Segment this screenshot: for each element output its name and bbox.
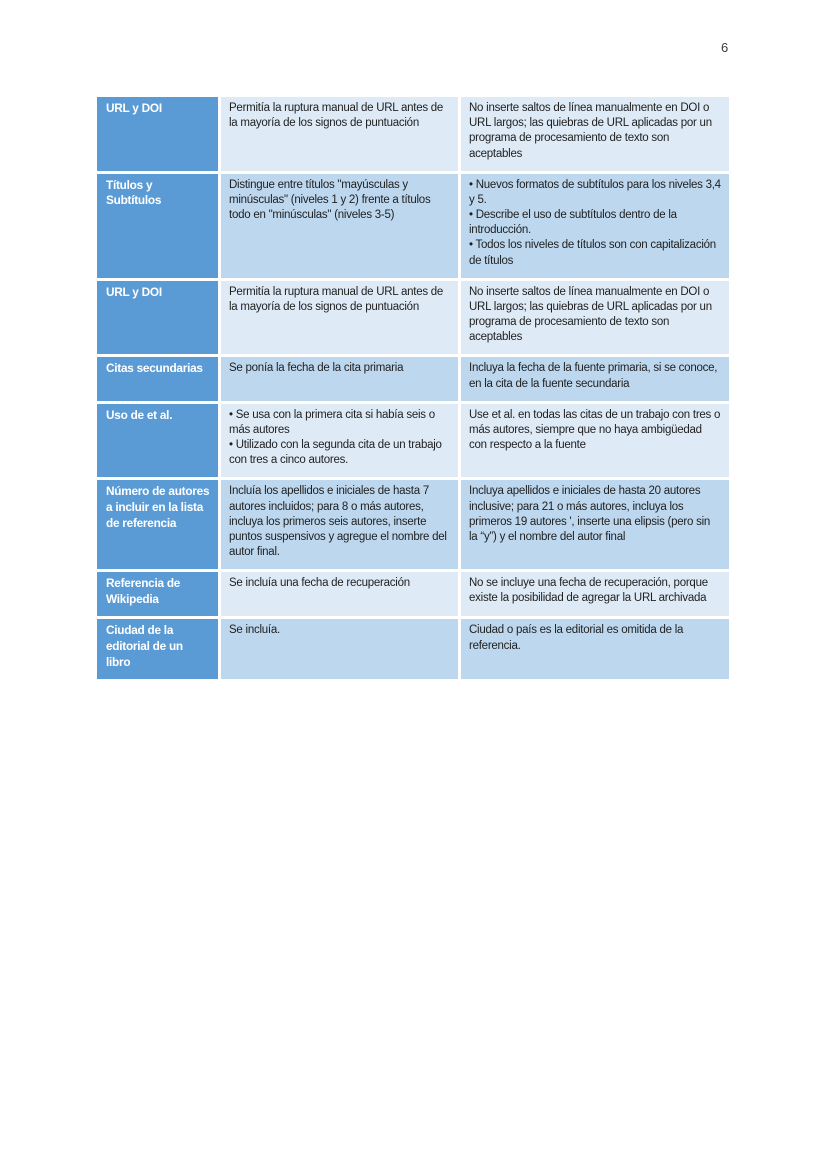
apa7-after-cell: [461, 572, 729, 616]
cell-paragraph: Incluya la fecha de la fuente primaria, si se conoce, en la cita de la fuente secundaria: [469, 362, 718, 390]
cell-paragraph: URL y DOI: [106, 101, 162, 115]
apa7-after-cell: [461, 281, 729, 355]
page-number: 6: [721, 40, 729, 55]
cell-paragraph: Incluía los apellidos e iniciales de hasta 7 autores incluidos; para 8 o más autores, incluya los primeros seis autores, inserte puntos suspensivos y agregue el nombre del autor final.: [229, 485, 447, 559]
apa7-after-cell: [461, 97, 729, 171]
apa6-before-cell: [221, 619, 458, 679]
row-category-cell: [97, 174, 218, 278]
cell-paragraph: No inserte saltos de línea manualmente en DOI o URL largos; las quiebras de URL aplicadas por un programa de procesamiento de texto son aceptables: [469, 285, 712, 344]
cell-paragraph: Se ponía la fecha de la cita primaria: [229, 362, 404, 375]
cell-paragraph: • Se usa con la primera cita si había seis o más autores: [229, 408, 435, 436]
cell-paragraph: Distingue entre títulos "mayúsculas y minúsculas" (niveles 1 y 2) frente a títulos todo en "minúsculas" (niveles 3-5): [229, 178, 431, 222]
cell-paragraph: Número de autores a incluir en la lista de referencia: [106, 484, 210, 530]
cell-paragraph: • Nuevos formatos de subtítulos para los niveles 3,4 y 5.: [469, 178, 721, 206]
table-row: [97, 404, 729, 478]
apa6-before-cell: [221, 281, 458, 355]
apa6-before-cell: [221, 480, 458, 569]
cell-paragraph: Ciudad o país es la editorial es omitida de la referencia.: [469, 624, 684, 652]
row-category-cell: [97, 97, 218, 171]
row-category-cell: [97, 619, 218, 679]
comparison-table: [97, 97, 729, 679]
apa7-after-cell: [461, 357, 729, 400]
cell-paragraph: Se incluía.: [229, 624, 280, 637]
cell-paragraph: Permitía la ruptura manual de URL antes de la mayoría de los signos de puntuación: [229, 285, 444, 313]
row-category-cell: [97, 480, 218, 569]
apa7-after-cell: [461, 480, 729, 569]
apa6-before-cell: [221, 97, 458, 171]
cell-paragraph: Ciudad de la editorial de un libro: [106, 623, 183, 669]
cell-paragraph: Permitía la ruptura manual de URL antes de la mayoría de los signos de puntuación: [229, 102, 444, 130]
cell-paragraph: Títulos y Subtítulos: [106, 177, 162, 208]
cell-paragraph: • Todos los niveles de títulos son con capitalización de títulos: [469, 239, 716, 267]
table-row: [97, 281, 729, 355]
table-row: [97, 97, 729, 171]
row-category-cell: [97, 281, 218, 355]
row-category-cell: [97, 572, 218, 616]
cell-paragraph: Citas secundarias: [106, 361, 203, 376]
table-row: [97, 619, 729, 679]
cell-paragraph: • Utilizado con la segunda cita de un trabajo con tres a cinco autores.: [229, 439, 442, 467]
table-row: [97, 480, 729, 569]
row-category-cell: [97, 404, 218, 478]
cell-paragraph: No se incluye una fecha de recuperación, porque existe la posibilidad de agregar la URL archivada: [469, 577, 708, 605]
apa7-after-cell: [461, 619, 729, 679]
table-row: [97, 357, 729, 400]
apa6-before-cell: [221, 404, 458, 478]
cell-paragraph: URL y DOI: [106, 284, 162, 299]
cell-paragraph: Use et al. en todas las citas de un trabajo con tres o más autores, siempre que no haya ambigüedad con respecto a la fuente: [469, 408, 721, 452]
cell-paragraph: Referencia de Wikipedia: [106, 576, 181, 606]
table-row: [97, 174, 729, 278]
cell-paragraph: • Describe el uso de subtítulos dentro de la introducción.: [469, 209, 677, 237]
apa7-after-cell: [461, 174, 729, 278]
apa6-before-cell: [221, 174, 458, 278]
apa6-before-cell: [221, 572, 458, 616]
table-row: [97, 572, 729, 616]
apa7-after-cell: [461, 404, 729, 478]
cell-paragraph: Uso de et al.: [106, 407, 173, 422]
cell-paragraph: No inserte saltos de línea manualmente en DOI o URL largos; las quiebras de URL aplicadas por un programa de procesamiento de texto son aceptables: [469, 102, 712, 160]
apa6-before-cell: [221, 357, 458, 400]
cell-paragraph: Incluya apellidos e iniciales de hasta 20 autores inclusive; para 21 o más autores, incluya los primeros 19 autores ', inserte una elipsis (pero sin la “y”) y el nombre del autor final: [469, 485, 711, 543]
cell-paragraph: Se incluía una fecha de recuperación: [229, 577, 410, 590]
row-category-cell: [97, 357, 218, 400]
